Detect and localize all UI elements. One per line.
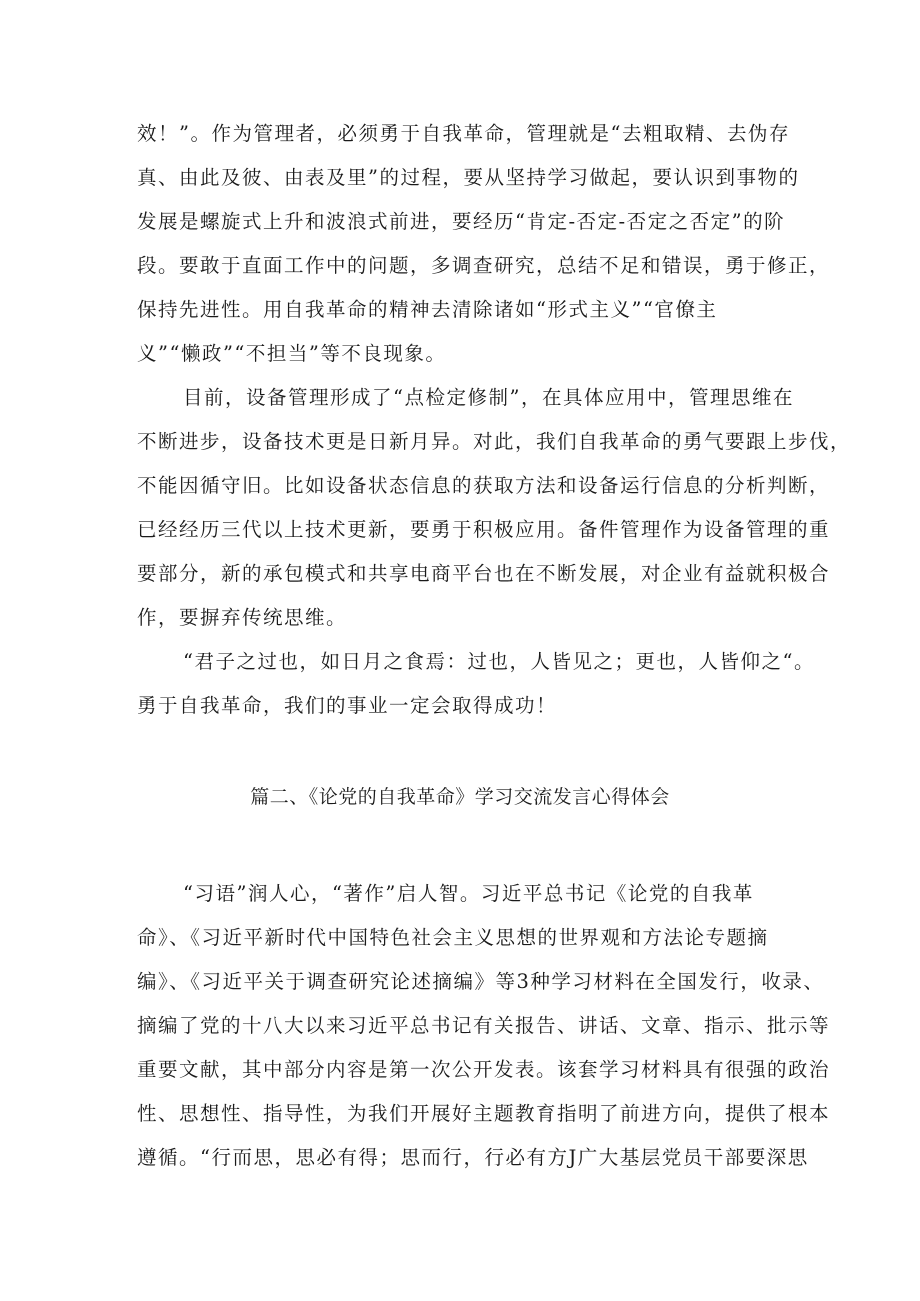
text-line: 段。要敢于直面工作中的问题，多调查研究，总结不足和错误，勇于修正，: [137, 254, 831, 277]
text-line: 命》、《习近平新时代中国特色社会主义思想的世界观和方法论专题摘: [137, 926, 769, 949]
text-line: 不断进步，设备技术更是日新月异。对此，我们自我革命的勇气要跟上步伐，: [137, 430, 852, 453]
text-line: 已经经历三代以上技术更新，要勇于积极应用。备件管理作为设备管理的重: [137, 518, 831, 541]
text-line: 效！”。作为管理者，必须勇于自我革命，管理就是“去粗取精、去伪存: [137, 122, 790, 145]
text-line: 发展是螺旋式上升和波浪式前进，要经历“肯定-否定-否定之否定”的阶: [137, 210, 786, 233]
text-line: 目前，设备管理形成了“点检定修制”，在具体应用中，管理思维在: [183, 386, 794, 409]
section-heading: 篇二、《论党的自我革命》学习交流发言心得体会: [250, 786, 670, 808]
text-line: 编》、《习近平关于调查研究论述摘编》等3种学习材料在全国发行，收录、: [137, 970, 825, 993]
text-line: 勇于自我革命，我们的事业一定会取得成功！: [137, 694, 558, 717]
text-line: 重要文献，其中部分内容是第一次公开发表。该套学习材料具有很强的政治: [137, 1058, 831, 1081]
text-line: “习语”润人心，“著作”启人智。习近平总书记《论党的自我革: [183, 882, 754, 905]
text-line: 义”“懒政”“不担当”等不良现象。: [137, 342, 447, 365]
text-line: 遵循。“行而思，思必有得；思而行，行必有方J广大基层党员干部要深思: [137, 1146, 809, 1169]
text-line: 真、由此及彼、由表及里”的过程，要从坚持学习做起，要认识到事物的: [137, 166, 800, 189]
text-line: 作，要摒弃传统思维。: [137, 606, 348, 629]
text-line: 不能因循守旧。比如设备状态信息的获取方法和设备运行信息的分析判断，: [137, 474, 831, 497]
text-line: “君子之过也，如日月之食焉：过也，人皆见之；更也，人皆仰之“。: [183, 650, 815, 673]
text-line: 摘编了党的十八大以来习近平总书记有关报告、讲话、文章、指示、批示等: [137, 1014, 831, 1037]
text-line: 要部分，新的承包模式和共享电商平台也在不断发展，对企业有益就积极合: [137, 562, 831, 585]
text-line: 保持先进性。用自我革命的精神去清除诸如“形式主义”“官僚主: [137, 298, 718, 321]
text-line: 性、思想性、指导性，为我们开展好主题教育指明了前进方向，提供了根本: [137, 1102, 831, 1125]
